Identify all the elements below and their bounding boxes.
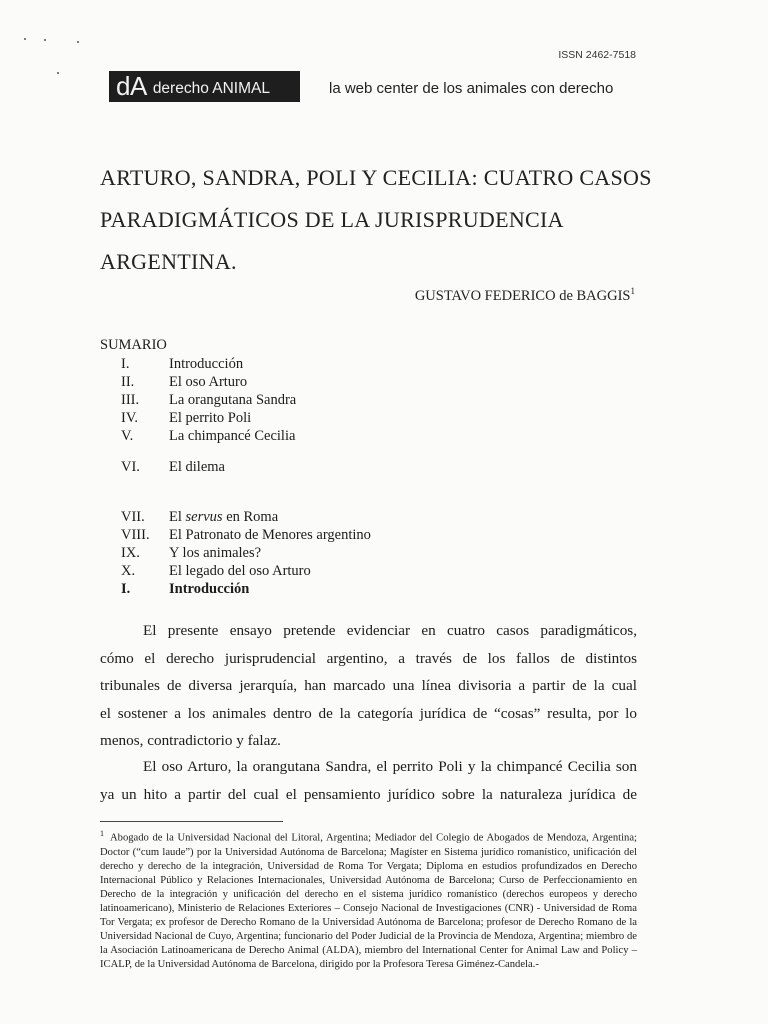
section-title: Introducción bbox=[169, 581, 250, 597]
title-line: PARADIGMÁTICOS DE LA JURISPRUDENCIA bbox=[100, 207, 564, 232]
toc-item bbox=[121, 410, 251, 428]
toc-label: Y los animales? bbox=[169, 545, 262, 561]
toc-label: Introducción bbox=[169, 356, 244, 372]
toc-label: La orangutana Sandra bbox=[169, 392, 297, 408]
toc-number: VI. bbox=[121, 459, 140, 475]
toc-item bbox=[121, 392, 296, 410]
author-byline bbox=[415, 286, 635, 305]
body-line: menos, contradictorio y falaz. bbox=[100, 732, 281, 749]
logo-wordmark: derecho ANIMAL bbox=[152, 79, 270, 97]
toc-number: III. bbox=[121, 392, 140, 408]
toc-item bbox=[121, 356, 243, 374]
body-line: ya un hito a partir del cual el pensamiento jurídico sobre la naturaleza jurídica de bbox=[100, 785, 637, 803]
body-line: el sostener a los animales dentro de la categoría jurídica de “cosas” resulta, por lo bbox=[100, 704, 637, 722]
toc-item bbox=[121, 509, 278, 527]
toc-number: V. bbox=[121, 428, 134, 444]
scan-speck bbox=[24, 38, 26, 40]
logo-monogram: dA bbox=[116, 71, 147, 101]
title-line: ARGENTINA. bbox=[100, 249, 237, 274]
scan-speck bbox=[57, 72, 59, 74]
author-name: GUSTAVO FEDERICO de BAGGIS bbox=[414, 287, 631, 304]
section-heading bbox=[121, 581, 249, 599]
toc-number: VIII. bbox=[121, 527, 150, 543]
toc-item bbox=[121, 563, 311, 581]
header-tagline: la web center de los animales con derecho bbox=[329, 80, 614, 97]
body-line: El presente ensayo pretende evidenciar en cuatro casos paradigmáticos, bbox=[143, 622, 637, 639]
author-footnote-mark: 1 bbox=[630, 286, 635, 296]
toc-item bbox=[121, 428, 295, 446]
issn-label: ISSN 2462-7518 bbox=[558, 49, 636, 61]
body-paragraph bbox=[100, 753, 637, 808]
footnote-text: Abogado de la Universidad Nacional del Litoral, Argentina; Mediador del Colegio de Abogados de Mendoza, Argentina; Doctor (“cum laude”) por la Universidad Autónoma de Barcelona; Magíster en Sistema jurídico romanístico, unificación del derecho y derecho de la integración, Universidad de Roma Tor Vergata; Diploma en estudios profundizados en Derecho Internacional Público y Relaciones Internacionales, Universidad Autónoma de Barcelona; Curso de Perfeccionamiento en Derecho de la integración y unificación del derecho en el sistema jurídico romanístico (derechos europeos y derecho latinoamericano), Ministerio de Relaciones Exteriores – Consejo Nacional de Investigaciones (CNR) - Universidad de Roma Tor Vergata; ex profesor de Derecho Romano de la Universidad Autónoma de Barcelona; profesor de Derecho Romano de la Universidad Nacional de Cuyo, Argentina; funcionario del Poder Judicial de la Provincia de Mendoza, Argentina; miembro de la Asociación Latinoamericana de Derecho Animal (ALDA), miembro del International Center for Animal Law and Policy – ICALP, de la Universidad Autónoma de Barcelona, dirigido por la Profesora Teresa Giménez-Candela.- bbox=[100, 832, 637, 971]
scan-speck bbox=[77, 41, 79, 43]
body-paragraph bbox=[100, 617, 637, 755]
body-line: tribunales de diversa jerarquía, han marcado una línea divisoria a partir de la cual bbox=[100, 677, 637, 694]
article-title bbox=[100, 157, 660, 283]
toc-item bbox=[121, 545, 261, 563]
footnote bbox=[100, 827, 637, 972]
section-number: I. bbox=[121, 581, 131, 597]
toc-label-post: en Roma bbox=[222, 509, 279, 525]
scan-speck bbox=[44, 39, 46, 41]
toc-number: IV. bbox=[121, 410, 139, 426]
derecho-animal-logo bbox=[109, 71, 300, 102]
toc-label: El dilema bbox=[169, 459, 225, 475]
toc-label: La chimpancé Cecilia bbox=[169, 428, 296, 444]
toc-item bbox=[121, 527, 371, 545]
sumario-heading: SUMARIO bbox=[100, 337, 167, 353]
toc-item bbox=[121, 374, 247, 392]
toc-number: X. bbox=[121, 563, 136, 579]
toc-label: El legado del oso Arturo bbox=[169, 563, 311, 579]
footnote-mark: 1 bbox=[100, 829, 104, 838]
toc-number: II. bbox=[121, 374, 135, 390]
toc-number: IX. bbox=[121, 545, 140, 561]
toc-label: El Patronato de Menores argentino bbox=[169, 527, 371, 543]
toc-item bbox=[121, 459, 225, 477]
title-line: ARTURO, SANDRA, POLI Y CECILIA: CUATRO CASOS bbox=[100, 165, 652, 190]
toc-label-italic: servus bbox=[185, 509, 223, 525]
toc-label: El perrito Poli bbox=[169, 410, 252, 426]
toc-label-pre: El bbox=[169, 509, 186, 525]
toc-label: El oso Arturo bbox=[169, 374, 248, 390]
toc-number: I. bbox=[121, 356, 130, 372]
body-line: El oso Arturo, la orangutana Sandra, el perrito Poli y la chimpancé Cecilia son bbox=[143, 758, 637, 775]
footnote-rule bbox=[100, 821, 283, 822]
body-line: cómo el derecho jurisprudencial argentino, a través de los fallos de distintos bbox=[100, 649, 637, 667]
toc-number: VII. bbox=[121, 509, 145, 525]
